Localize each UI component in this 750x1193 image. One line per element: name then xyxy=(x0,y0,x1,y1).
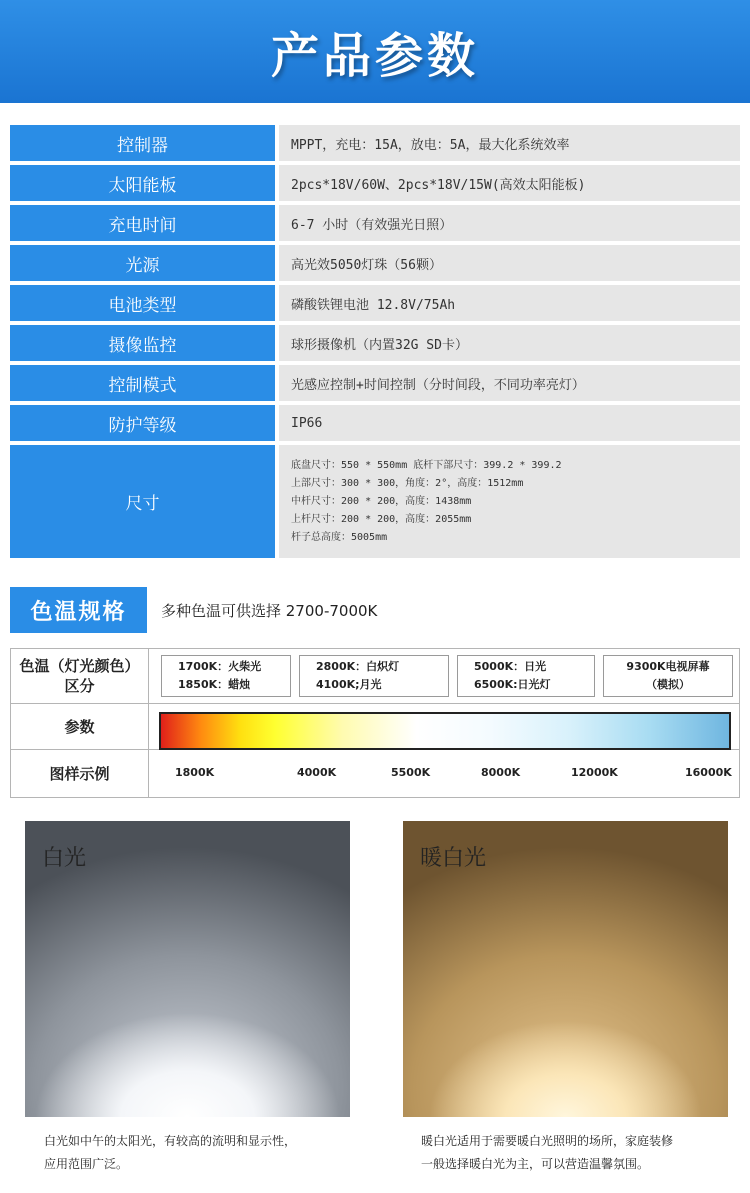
row-label-line: 色温（灯光颜色） xyxy=(19,657,140,675)
caption-line: 一般选择暖白光为主，可以营造温馨氛围。 xyxy=(421,1157,650,1171)
temp-category-line: 5000K：日光 xyxy=(474,660,547,673)
spec-value: 6-7 小时（有效强光日照） xyxy=(279,205,740,241)
size-line: 中杆尺寸：200 * 200，高度：1438mm xyxy=(291,495,472,507)
temp-category-line: 1700K：火柴光 xyxy=(178,660,262,673)
white-light-caption xyxy=(44,1130,364,1176)
warm-light-photo xyxy=(403,821,728,1117)
warm-light-caption xyxy=(421,1130,741,1176)
row-label xyxy=(11,649,149,703)
color-temp-row-gradient xyxy=(11,704,739,750)
spec-row xyxy=(10,325,740,361)
spec-label: 控制模式 xyxy=(10,365,275,401)
color-temp-row-scale xyxy=(11,750,739,797)
spec-label: 电池类型 xyxy=(10,285,275,321)
size-line: 上杆尺寸：200 * 200，高度：2055mm xyxy=(291,513,472,525)
spec-label: 防护等级 xyxy=(10,405,275,441)
page-header xyxy=(0,0,750,103)
photo-label: 白光 xyxy=(42,846,87,871)
temp-category-line: 2800K：白炽灯 xyxy=(316,660,400,673)
spec-label: 充电时间 xyxy=(10,205,275,241)
spec-value: 高光效5050灯珠（56颗） xyxy=(279,245,740,281)
row-label-line: 参数 xyxy=(64,717,95,736)
caption-line: 白光如中午的太阳光，有较高的流明和显示性， xyxy=(44,1134,297,1148)
spec-label: 太阳能板 xyxy=(10,165,275,201)
row-label xyxy=(11,704,149,749)
temp-category-box xyxy=(457,655,595,697)
spec-label: 摄像监控 xyxy=(10,325,275,361)
color-temp-header xyxy=(10,587,377,633)
color-temp-desc: 多种色温可供选择 2700-7000K xyxy=(161,601,378,620)
scale-label: 16000K xyxy=(685,766,732,779)
spec-value: 球形摄像机（内置32G SD卡） xyxy=(279,325,740,361)
page-title: 产品参数 xyxy=(270,28,479,84)
color-temp-table xyxy=(10,648,740,798)
caption-line: 暖白光适用于需要暖白光照明的场所，家庭装修 xyxy=(421,1134,674,1148)
spec-label: 尺寸 xyxy=(10,445,275,558)
size-line: 杆子总高度：5005mm xyxy=(291,531,388,543)
photo-label: 暖白光 xyxy=(420,846,487,871)
spec-value: MPPT，充电：15A，放电：5A，最大化系统效率 xyxy=(279,125,740,161)
spec-row xyxy=(10,245,740,281)
spec-label: 光源 xyxy=(10,245,275,281)
temp-category-line: 6500K:日光灯 xyxy=(474,678,551,691)
spec-label: 控制器 xyxy=(10,125,275,161)
temp-category-box xyxy=(299,655,449,697)
temp-category-line: 9300K电视屏幕 xyxy=(626,660,710,673)
size-spec-lines xyxy=(279,445,740,558)
spec-row xyxy=(10,365,740,401)
caption-line: 应用范围广泛。 xyxy=(44,1157,129,1171)
temp-category-box xyxy=(161,655,291,697)
row-label xyxy=(11,750,149,797)
spec-row-size xyxy=(10,445,740,558)
scale-label: 4000K xyxy=(297,766,337,779)
spec-row xyxy=(10,405,740,441)
color-temp-gradient-bar xyxy=(159,712,731,750)
scale-label: 5500K xyxy=(391,766,431,779)
row-label-line: 图样示例 xyxy=(49,764,110,783)
spec-table xyxy=(10,125,740,562)
spec-row xyxy=(10,125,740,161)
scale-label: 12000K xyxy=(571,766,618,779)
temp-category-line: 4100K;月光 xyxy=(316,678,382,691)
temp-category-line: （模拟） xyxy=(646,678,690,691)
color-temp-row-categories xyxy=(11,649,739,704)
temp-category-box xyxy=(603,655,733,697)
spec-row xyxy=(10,285,740,321)
row-label-line: 区分 xyxy=(64,677,95,695)
spec-value: 光感应控制+时间控制（分时间段，不同功率亮灯） xyxy=(279,365,740,401)
scale-label: 8000K xyxy=(481,766,521,779)
temp-category-line: 1850K：蜡烛 xyxy=(178,678,251,691)
color-temp-tag: 色温规格 xyxy=(10,587,147,633)
spec-row xyxy=(10,205,740,241)
scale-label: 1800K xyxy=(175,766,215,779)
size-line: 底盘尺寸：550 * 550mm 底杆下部尺寸：399.2 * 399.2 xyxy=(291,459,562,471)
spec-value: 2pcs*18V/60W、2pcs*18V/15W(高效太阳能板) xyxy=(279,165,740,201)
white-light-photo xyxy=(25,821,350,1117)
size-line: 上部尺寸：300 * 300，角度：2°，高度：1512mm xyxy=(291,477,524,489)
spec-value: 磷酸铁锂电池 12.8V/75Ah xyxy=(279,285,740,321)
spec-row xyxy=(10,165,740,201)
spec-value: IP66 xyxy=(279,405,740,441)
